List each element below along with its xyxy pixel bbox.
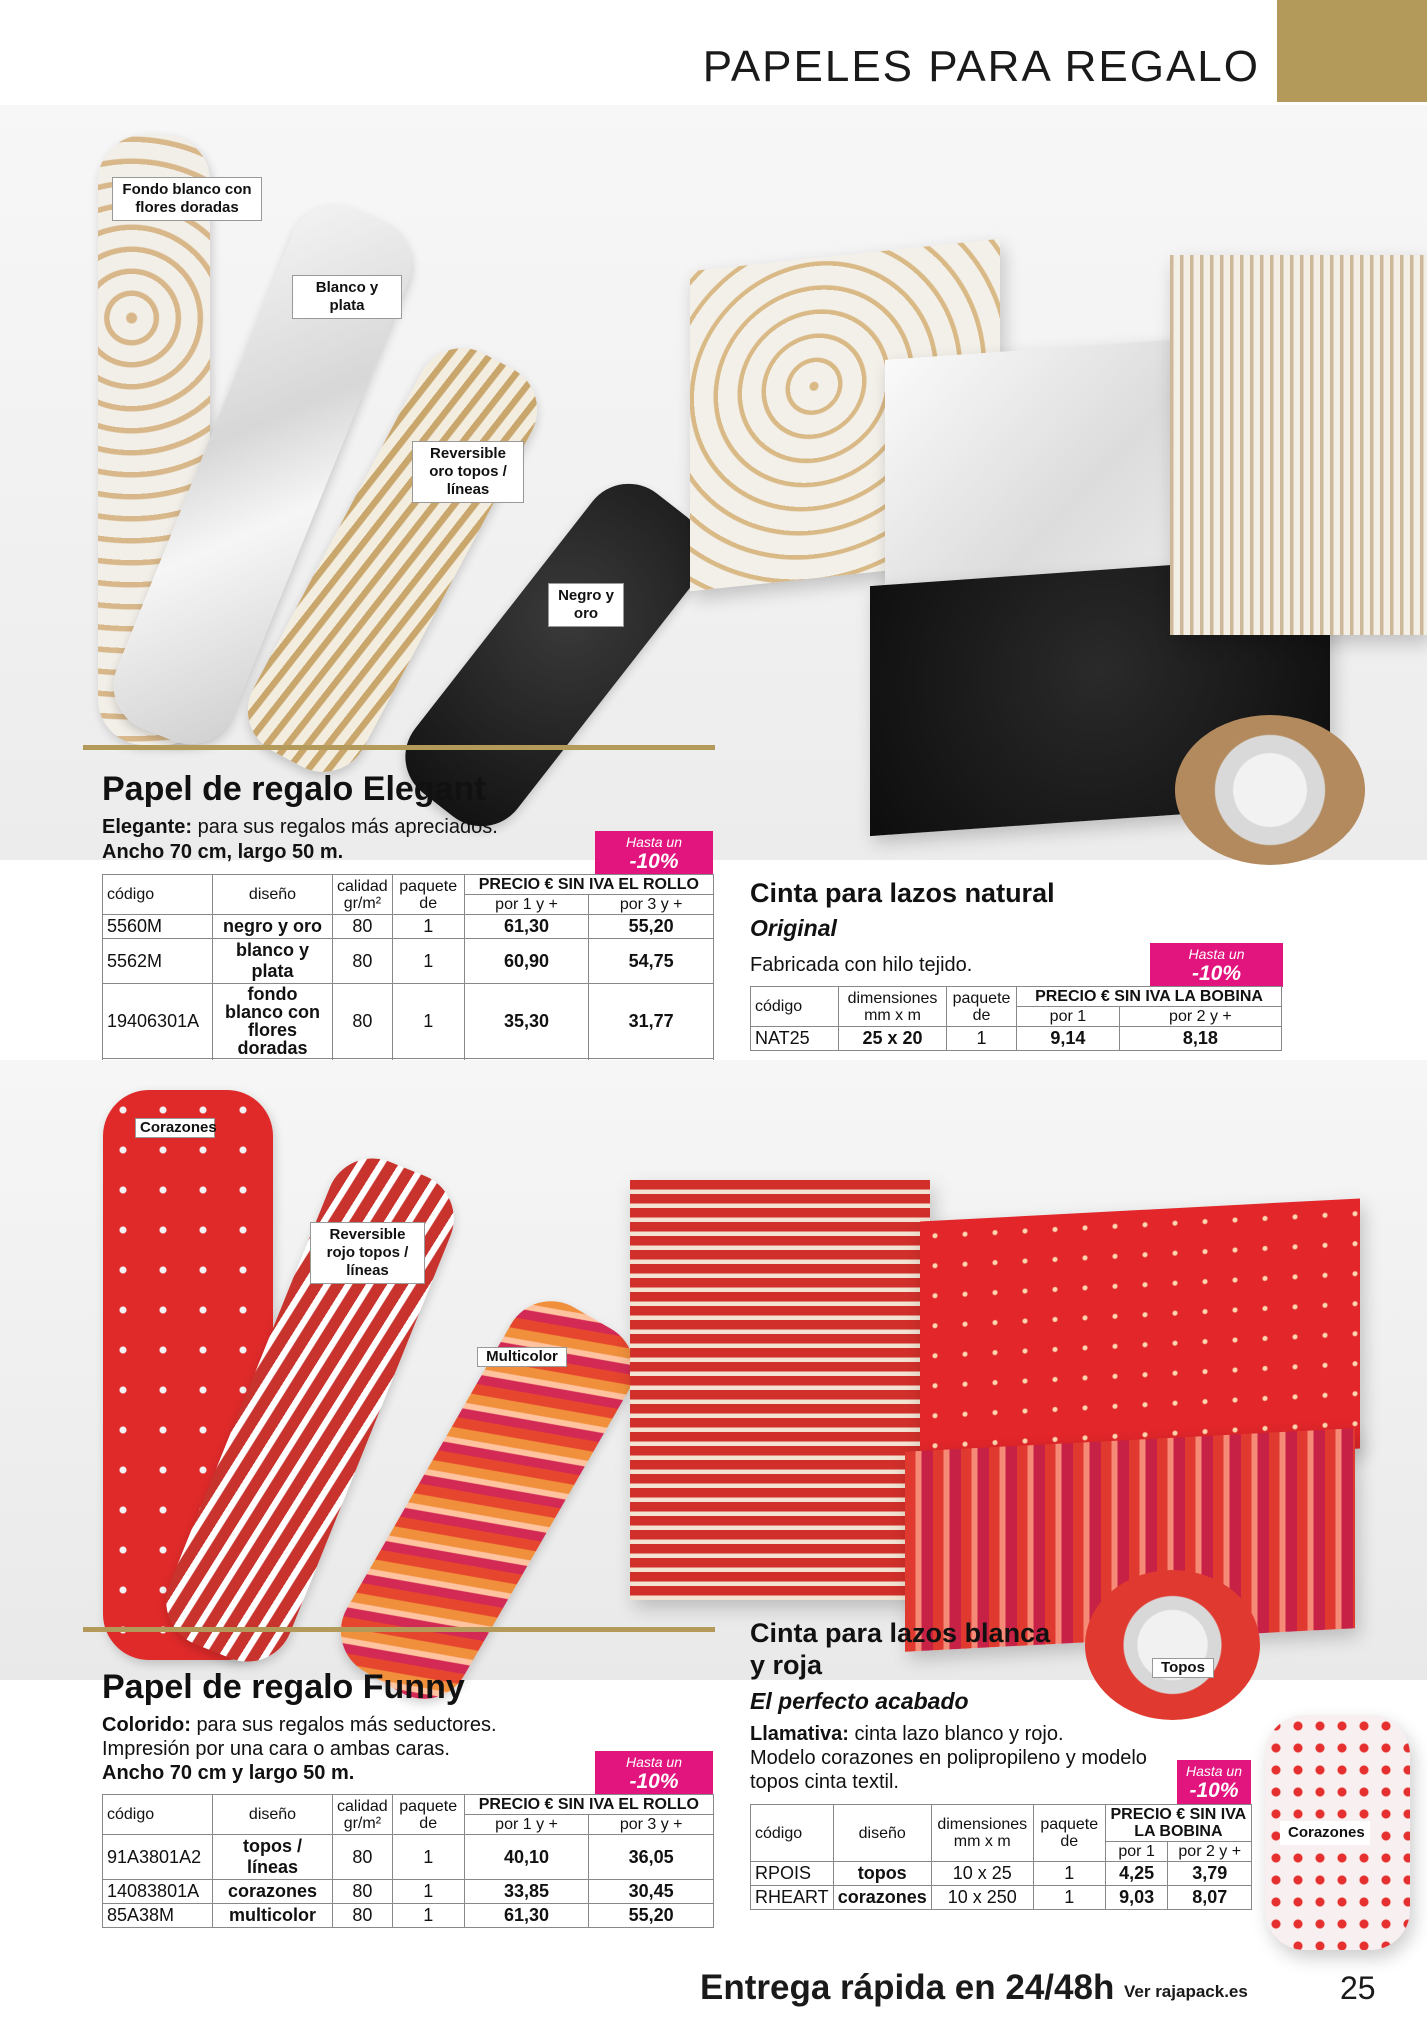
cell-code: 5560M — [103, 915, 213, 939]
elegant-title: Papel de regalo Elegant — [102, 770, 486, 808]
cinta-roja-desc-bold: Llamativa: — [750, 1723, 849, 1745]
cell-design: corazones — [833, 1886, 931, 1910]
cell-pack: 1 — [1033, 1862, 1105, 1886]
funny-desc-text: para sus regalos más seductores. — [196, 1714, 497, 1736]
funny-desc-bold: Colorido: — [102, 1714, 191, 1736]
footer-website-link[interactable]: Ver rajapack.es — [1124, 1982, 1248, 2001]
col-dims: dimensiones mm x m — [839, 987, 947, 1027]
table-row — [103, 1904, 714, 1928]
col-price-3: por 3 y + — [589, 1815, 714, 1835]
col-price-1: por 1 — [1017, 1007, 1120, 1027]
cinta-natural-title: Cinta para lazos natural — [750, 878, 1055, 908]
elegant-desc-bold: Elegante: — [102, 816, 193, 838]
cell-code: 19406301A — [103, 984, 213, 1059]
cinta-roja-price-table — [750, 1804, 1252, 1910]
badge-label: Hasta un — [625, 1754, 683, 1770]
tag-white-silver: Blanco y plata — [292, 275, 402, 319]
cell-design: blanco y plata — [213, 939, 333, 984]
cell-design: corazones — [213, 1880, 333, 1904]
col-pack: paquete de — [1033, 1805, 1105, 1862]
badge-label: Hasta un — [1188, 946, 1245, 962]
cinta-natural-subtitle: Original — [750, 915, 837, 941]
cinta-natural-discount-badge — [1150, 943, 1283, 987]
cinta-roja-title-line2: y roja — [750, 1650, 823, 1680]
cell-price-1: 33,85 — [464, 1880, 589, 1904]
cell-pack: 1 — [392, 939, 464, 984]
badge-percent: -10% — [1189, 1779, 1239, 1802]
cell-dims: 10 x 250 — [931, 1886, 1033, 1910]
cell-price-1: 9,14 — [1017, 1027, 1120, 1051]
cell-code: 91A3801A2 — [103, 1835, 213, 1880]
cell-price-3: 55,20 — [589, 1904, 714, 1928]
cell-price-1: 9,03 — [1105, 1886, 1168, 1910]
table-row — [103, 1835, 714, 1880]
col-price: PRECIO € SIN IVA EL ROLLO — [464, 875, 713, 895]
elegant-size: Ancho 70 cm, largo 50 m. — [102, 841, 344, 863]
cinta-roja-discount-badge — [1177, 1760, 1251, 1804]
funny-size: Ancho 70 cm y largo 50 m. — [102, 1762, 355, 1784]
cell-price-2: 8,07 — [1168, 1886, 1252, 1910]
cell-code: RPOIS — [751, 1862, 834, 1886]
cell-dims: 10 x 25 — [931, 1862, 1033, 1886]
cell-quality: 80 — [333, 915, 393, 939]
tag-corazones: Corazones — [1280, 1821, 1370, 1845]
tag-red-hearts: Corazones — [135, 1118, 215, 1138]
table-row — [751, 1886, 1252, 1910]
col-code: código — [103, 875, 213, 915]
cell-code: RHEART — [751, 1886, 834, 1910]
col-code: código — [751, 987, 839, 1027]
table-row — [103, 915, 714, 939]
tag-black-gold: Negro y oro — [548, 583, 624, 627]
tag-red-reversible: Reversible rojo topos / líneas — [310, 1222, 425, 1284]
badge-percent: -10% — [629, 1770, 679, 1793]
page-number: 25 — [1340, 1970, 1376, 2006]
cinta-natural-desc: Fabricada con hilo tejido. — [750, 954, 973, 976]
funny-divider — [83, 1627, 715, 1632]
elegant-discount-badge — [595, 831, 713, 875]
cell-pack: 1 — [392, 1904, 464, 1928]
box-beige-dots — [1170, 255, 1427, 635]
badge-label: Hasta un — [625, 834, 683, 850]
col-design: diseño — [833, 1805, 931, 1862]
col-design: diseño — [213, 875, 333, 915]
table-row — [103, 984, 714, 1059]
cell-pack: 1 — [392, 1835, 464, 1880]
col-price: PRECIO € SIN IVA LA BOBINA — [1017, 987, 1282, 1007]
cinta-roja-desc-textile: topos cinta textil. — [750, 1771, 899, 1793]
tag-topos: Topos — [1152, 1658, 1214, 1678]
badge-label: Hasta un — [1185, 1763, 1243, 1779]
col-price-1: por 1 y + — [464, 895, 589, 915]
tag-white-gold-flowers: Fondo blanco con flores doradas — [112, 177, 262, 221]
cell-price-1: 40,10 — [464, 1835, 589, 1880]
cinta-roja-desc-model: Modelo corazones en polipropileno y modelo — [750, 1747, 1147, 1769]
elegant-divider — [83, 745, 715, 750]
cinta-roja-subtitle: El perfecto acabado — [750, 1688, 969, 1714]
cell-quality: 80 — [333, 984, 393, 1059]
elegant-desc-text: para sus regalos más apreciados. — [197, 816, 498, 838]
col-design: diseño — [213, 1795, 333, 1835]
cell-pack: 1 — [392, 915, 464, 939]
cell-quality: 80 — [333, 1880, 393, 1904]
cell-design: negro y oro — [213, 915, 333, 939]
red-dot-ribbon-spool — [1085, 1570, 1260, 1720]
col-price-2: por 2 y + — [1119, 1007, 1281, 1027]
page-title: PAPELES PARA REGALO — [702, 42, 1260, 91]
col-price-3: por 3 y + — [589, 895, 714, 915]
funny-price-table — [102, 1794, 714, 1928]
col-code: código — [751, 1805, 834, 1862]
header-gold-tab — [1277, 0, 1427, 102]
cell-price-1: 61,30 — [464, 1904, 589, 1928]
box-red-stripes — [630, 1180, 930, 1600]
cell-price-1: 4,25 — [1105, 1862, 1168, 1886]
cell-pack: 1 — [1033, 1886, 1105, 1910]
badge-percent: -10% — [629, 850, 679, 873]
col-pack: paquete de — [392, 1795, 464, 1835]
tag-multicolor: Multicolor — [477, 1347, 567, 1367]
col-price: PRECIO € SIN IVA LA BOBINA — [1105, 1805, 1251, 1842]
cell-price-2: 3,79 — [1168, 1862, 1252, 1886]
col-pack: paquete de — [947, 987, 1017, 1027]
cell-code: 5562M — [103, 939, 213, 984]
table-row — [103, 1880, 714, 1904]
badge-percent: -10% — [1191, 962, 1242, 985]
cinta-roja-title-line1: Cinta para lazos blanca — [750, 1618, 1051, 1648]
cell-price-1: 35,30 — [464, 984, 589, 1059]
table-row — [751, 1862, 1252, 1886]
col-dims: dimensiones mm x m — [931, 1805, 1033, 1862]
cell-design: fondo blanco con flores doradas — [213, 984, 333, 1059]
cell-price-3: 36,05 — [589, 1835, 714, 1880]
cell-pack: 1 — [947, 1027, 1017, 1051]
funny-title: Papel de regalo Funny — [102, 1668, 465, 1706]
elegant-description — [102, 815, 498, 839]
table-row — [751, 1027, 1282, 1051]
cell-dims: 25 x 20 — [839, 1027, 947, 1051]
table-row — [103, 939, 714, 984]
cell-price-3: 55,20 — [589, 915, 714, 939]
col-quality: calidad gr/m² — [333, 1795, 393, 1835]
col-code: código — [103, 1795, 213, 1835]
cell-design: topos / líneas — [213, 1835, 333, 1880]
cell-price-3: 31,77 — [589, 984, 714, 1059]
cell-code: NAT25 — [751, 1027, 839, 1051]
tag-reversible-gold: Reversible oro topos / líneas — [412, 441, 524, 503]
cell-pack: 1 — [392, 984, 464, 1059]
col-price-1: por 1 — [1105, 1842, 1168, 1862]
cell-price-3: 30,45 — [589, 1880, 714, 1904]
jute-ribbon-spool — [1175, 715, 1365, 865]
funny-discount-badge — [595, 1751, 713, 1795]
col-pack: paquete de — [392, 875, 464, 915]
col-price-1: por 1 y + — [464, 1815, 589, 1835]
cell-price-1: 61,30 — [464, 915, 589, 939]
cell-price-3: 54,75 — [589, 939, 714, 984]
funny-description — [102, 1713, 497, 1737]
cell-pack: 1 — [392, 1880, 464, 1904]
footer-delivery-text: Entrega rápida en 24/48h — [700, 1968, 1115, 2007]
cinta-roja-description — [750, 1722, 1064, 1746]
col-price-2: por 2 y + — [1168, 1842, 1252, 1862]
cell-quality: 80 — [333, 1835, 393, 1880]
col-price: PRECIO € SIN IVA EL ROLLO — [464, 1795, 713, 1815]
cell-price-2: 8,18 — [1119, 1027, 1281, 1051]
cell-design: multicolor — [213, 1904, 333, 1928]
funny-desc-print: Impresión por una cara o ambas caras. — [102, 1738, 450, 1760]
col-quality: calidad gr/m² — [333, 875, 393, 915]
cell-design: topos — [833, 1862, 931, 1886]
cinta-natural-price-table — [750, 986, 1282, 1051]
cell-code: 85A38M — [103, 1904, 213, 1928]
cell-quality: 80 — [333, 1904, 393, 1928]
cell-code: 14083801A — [103, 1880, 213, 1904]
cinta-roja-desc-text: cinta lazo blanco y rojo. — [854, 1723, 1064, 1745]
cell-quality: 80 — [333, 939, 393, 984]
cell-price-1: 60,90 — [464, 939, 589, 984]
